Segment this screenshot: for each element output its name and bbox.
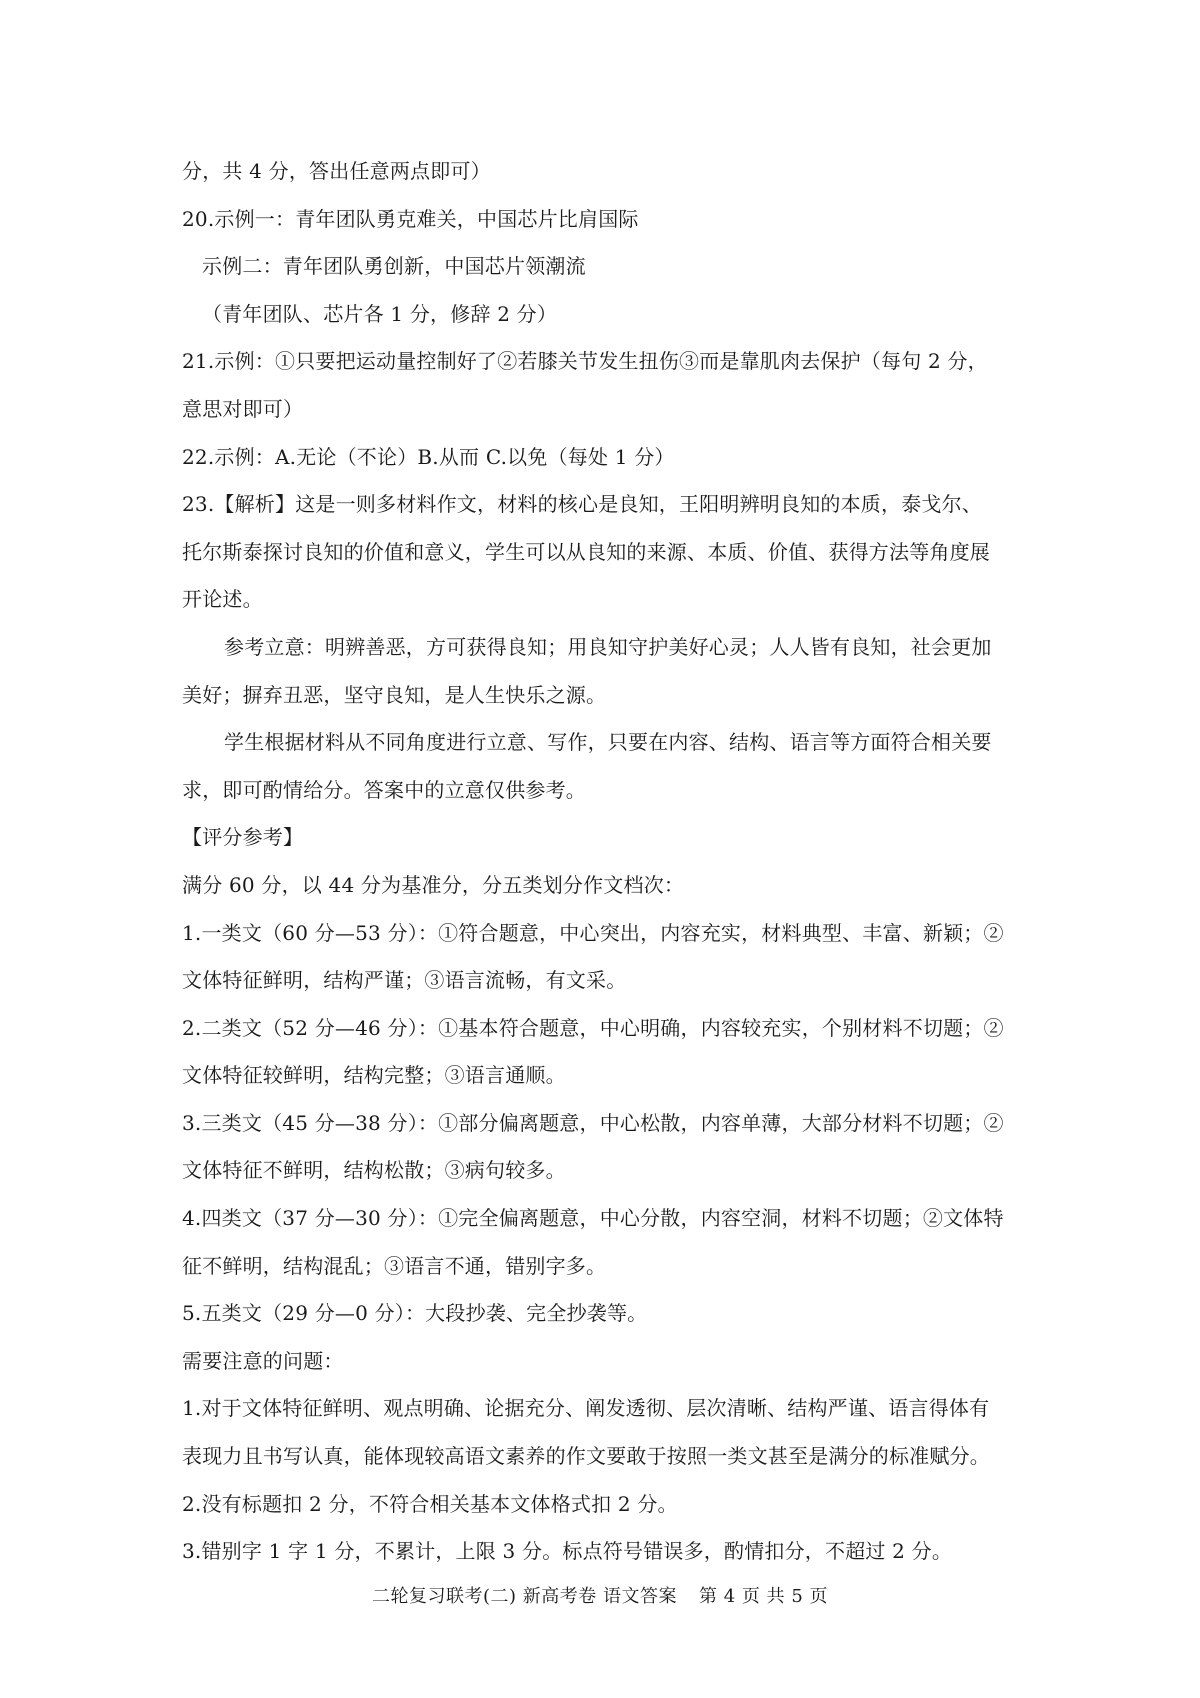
- text-line: 23.【解析】这是一则多材料作文，材料的核心是良知，王阳明辨明良知的本质，泰戈尔、: [182, 492, 983, 517]
- text-line: 22.示例：A.无论（不论）B.从而 C.以免（每处 1 分）: [182, 444, 675, 469]
- text-line: 分，共 4 分，答出任意两点即可）: [182, 159, 491, 183]
- page-indicator: 第 4 页 共 5 页: [698, 1586, 828, 1607]
- text-line: 2.没有标题扣 2 分，不符合相关基本文体格式扣 2 分。: [182, 1491, 678, 1516]
- section-heading: 【评分参考】: [182, 825, 304, 850]
- text-line: 2.二类文（52 分—46 分）：①基本符合题意，中心明确，内容较充实，个别材料不切题；②: [182, 1015, 1004, 1040]
- text-line: 5.五类文（29 分—0 分）：大段抄袭、完全抄袭等。: [182, 1301, 648, 1326]
- text-line: 需要注意的问题：: [182, 1348, 344, 1373]
- text-line: 文体特征鲜明，结构严谨；③语言流畅，有文采。: [182, 968, 627, 993]
- text-line: 3.三类文（45 分—38 分）：①部分偏离题意，中心松散，内容单薄，大部分材料不切题；②: [182, 1110, 1004, 1135]
- text-line: 示例二：青年团队勇创新，中国芯片领潮流: [202, 254, 586, 279]
- text-line: 4.四类文（37 分—30 分）：①完全偏离题意，中心分散，内容空洞，材料不切题；②文体特: [182, 1206, 1004, 1231]
- exam-title: 二轮复习联考(二) 新高考卷 语文答案: [371, 1586, 677, 1607]
- text-line: 托尔斯泰探讨良知的价值和意义，学生可以从良知的来源、本质、价值、获得方法等角度展: [182, 539, 990, 564]
- text-line: 意思对即可）: [182, 396, 304, 421]
- text-line: 征不鲜明，结构混乱；③语言不通，错别字多。: [182, 1253, 607, 1278]
- text-line: 文体特征较鲜明，结构完整；③语言通顺。: [182, 1063, 566, 1088]
- answer-content: [182, 148, 1032, 1576]
- text-line: 参考立意：明辨善恶，方可获得良知；用良知守护美好心灵；人人皆有良知，社会更加: [224, 634, 992, 659]
- text-line: 21.示例：①只要把运动量控制好了②若膝关节发生扭伤③而是靠肌肉去保护（每句 2 分，: [182, 349, 988, 374]
- text-line: 1.一类文（60 分—53 分）：①符合题意，中心突出，内容充实，材料典型、丰富、新颖；②: [182, 920, 1004, 945]
- page-footer: [0, 1582, 1200, 1608]
- text-line: 3.错别字 1 字 1 分，不累计，上限 3 分。标点符号错误多，酌情扣分，不超过 2 分。: [182, 1539, 953, 1564]
- text-line: 1.对于文体特征鲜明、观点明确、论据充分、阐发透彻、层次清晰、结构严谨、语言得体有: [182, 1396, 990, 1421]
- text-line: 学生根据材料从不同角度进行立意、写作，只要在内容、结构、语言等方面符合相关要: [224, 730, 992, 755]
- text-line: 开论述。: [182, 587, 263, 612]
- text-line: 美好；摒弃丑恶，坚守良知，是人生快乐之源。: [182, 682, 607, 707]
- text-line: 表现力且书写认真，能体现较高语文素养的作文要敢于按照一类文甚至是满分的标准赋分。: [182, 1444, 990, 1469]
- text-line: 满分 60 分，以 44 分为基准分，分五类划分作文档次：: [182, 872, 685, 897]
- text-line: 求，即可酌情给分。答案中的立意仅供参考。: [182, 777, 586, 802]
- text-line: 20.示例一：青年团队勇克难关，中国芯片比肩国际: [182, 206, 639, 231]
- text-line: 文体特征不鲜明，结构松散；③病句较多。: [182, 1158, 566, 1183]
- text-line: （青年团队、芯片各 1 分，修辞 2 分）: [202, 301, 558, 326]
